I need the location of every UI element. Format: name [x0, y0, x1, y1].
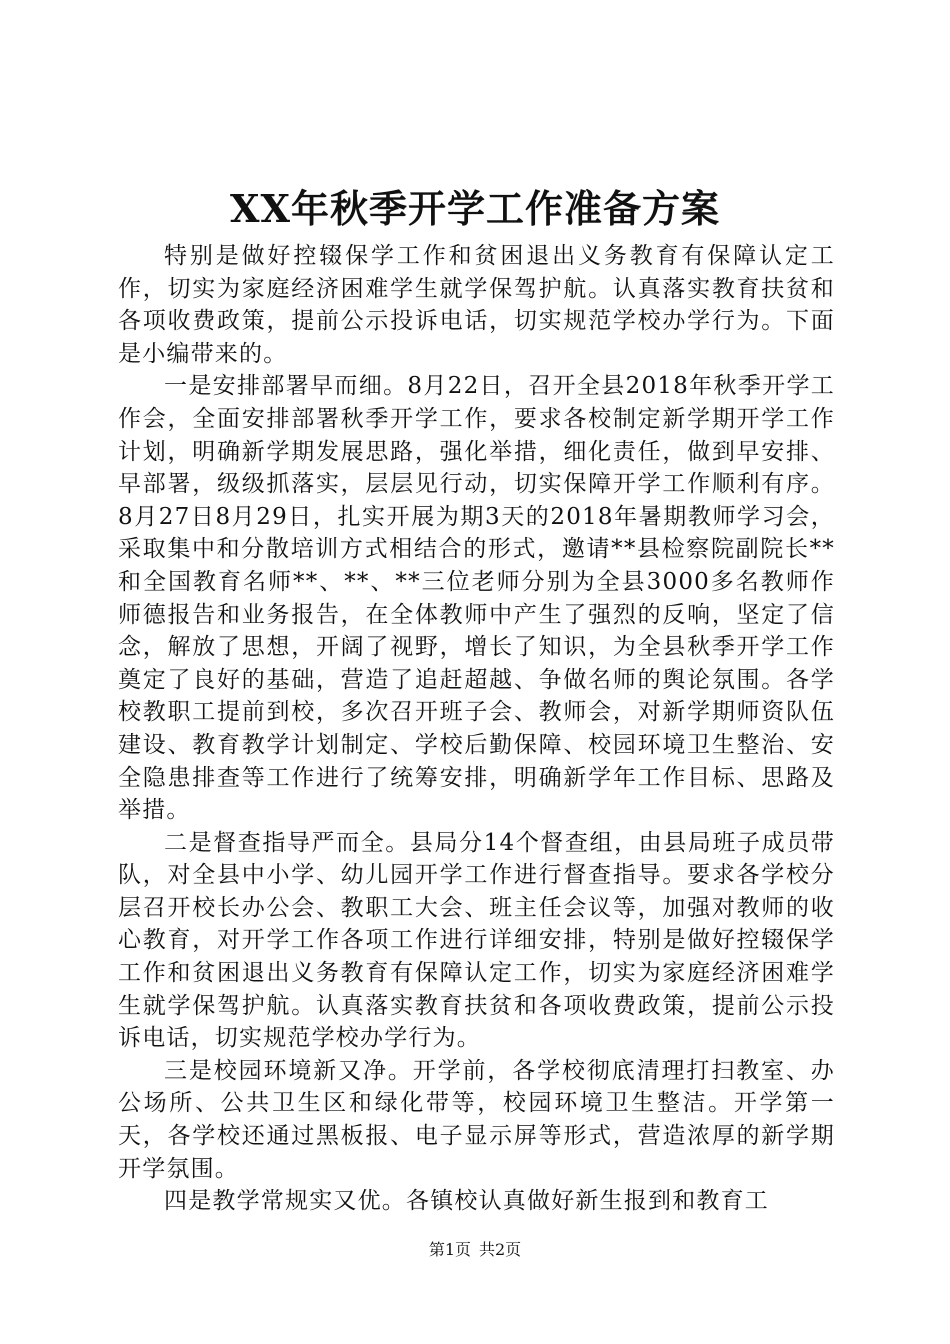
document-body: [118, 240, 835, 1218]
paragraph-intro: 特别是做好控辍保学工作和贫困退出义务教育有保障认定工作，切实为家庭经济困难学生就学保驾护航。认真落实教育扶贫和各项收费政策，提前公示投诉电话，切实规范学校办学行为。下面是小编带来的。: [118, 243, 835, 367]
page-footer: [0, 1240, 950, 1260]
paragraph-teaching-routine: 四是教学常规实又优。各镇校认真做好新生报到和教育工: [164, 1188, 769, 1215]
paragraph-campus-environment: 三是校园环境新又净。开学前，各学校彻底清理打扫教室、办公场所、公共卫生区和绿化带等，校园环境卫生整洁。开学第一天，各学校还通过黑板报、电子显示屏等形式，营造浓厚的新学期开学氛围。: [118, 1057, 835, 1182]
page-total: 共2页: [479, 1240, 522, 1259]
paragraph-supervision: 二是督查指导严而全。县局分14个督查组，由县局班子成员带队，对全县中小学、幼儿园开学工作进行督查指导。要求各学校分层召开校长办公会、教职工大会、班主任会议等，加强对教师的收心教育，对开学工作各项工作进行详细安排，特别是做好控辍保学工作和贫困退出义务教育有保障认定工作，切实为家庭经济困难学生就学保驾护航。认真落实教育扶贫和各项收费政策，提前公示投诉电话，切实规范学校办学行为。: [118, 829, 835, 1052]
page-number: 第1页: [428, 1240, 471, 1259]
paragraph-arrangement: 一是安排部署早而细。8月22日，召开全县2018年秋季开学工作会，全面安排部署秋季开学工作，要求各校制定新学期开学工作计划，明确新学期发展思路，强化举措，细化责任，做到早安排、早部署，级级抓落实，层层见行动，切实保障开学工作顺利有序。8月27日8月29日，扎实开展为期3天的2018年暑期教师学习会，采取集中和分散培训方式相结合的形式，邀请**县检察院副院长**和全国教育名师**、**、**三位老师分别为全县3000多名教师作师德报告和业务报告，在全体教师中产生了强烈的反响，坚定了信念，解放了思想，开阔了视野，增长了知识，为全县秋季开学工作奠定了良好的基础，营造了追赶超越、争做名师的舆论氛围。各学校教职工提前到校，多次召开班子会、教师会，对新学期师资队伍建设、教育教学计划制定、学校后勤保障、校园环境卫生整治、安全隐患排查等工作进行了统筹安排，明确新学年工作目标、思路及举措。: [118, 373, 835, 824]
document-title: XX年秋季开学工作准备方案: [230, 186, 720, 231]
